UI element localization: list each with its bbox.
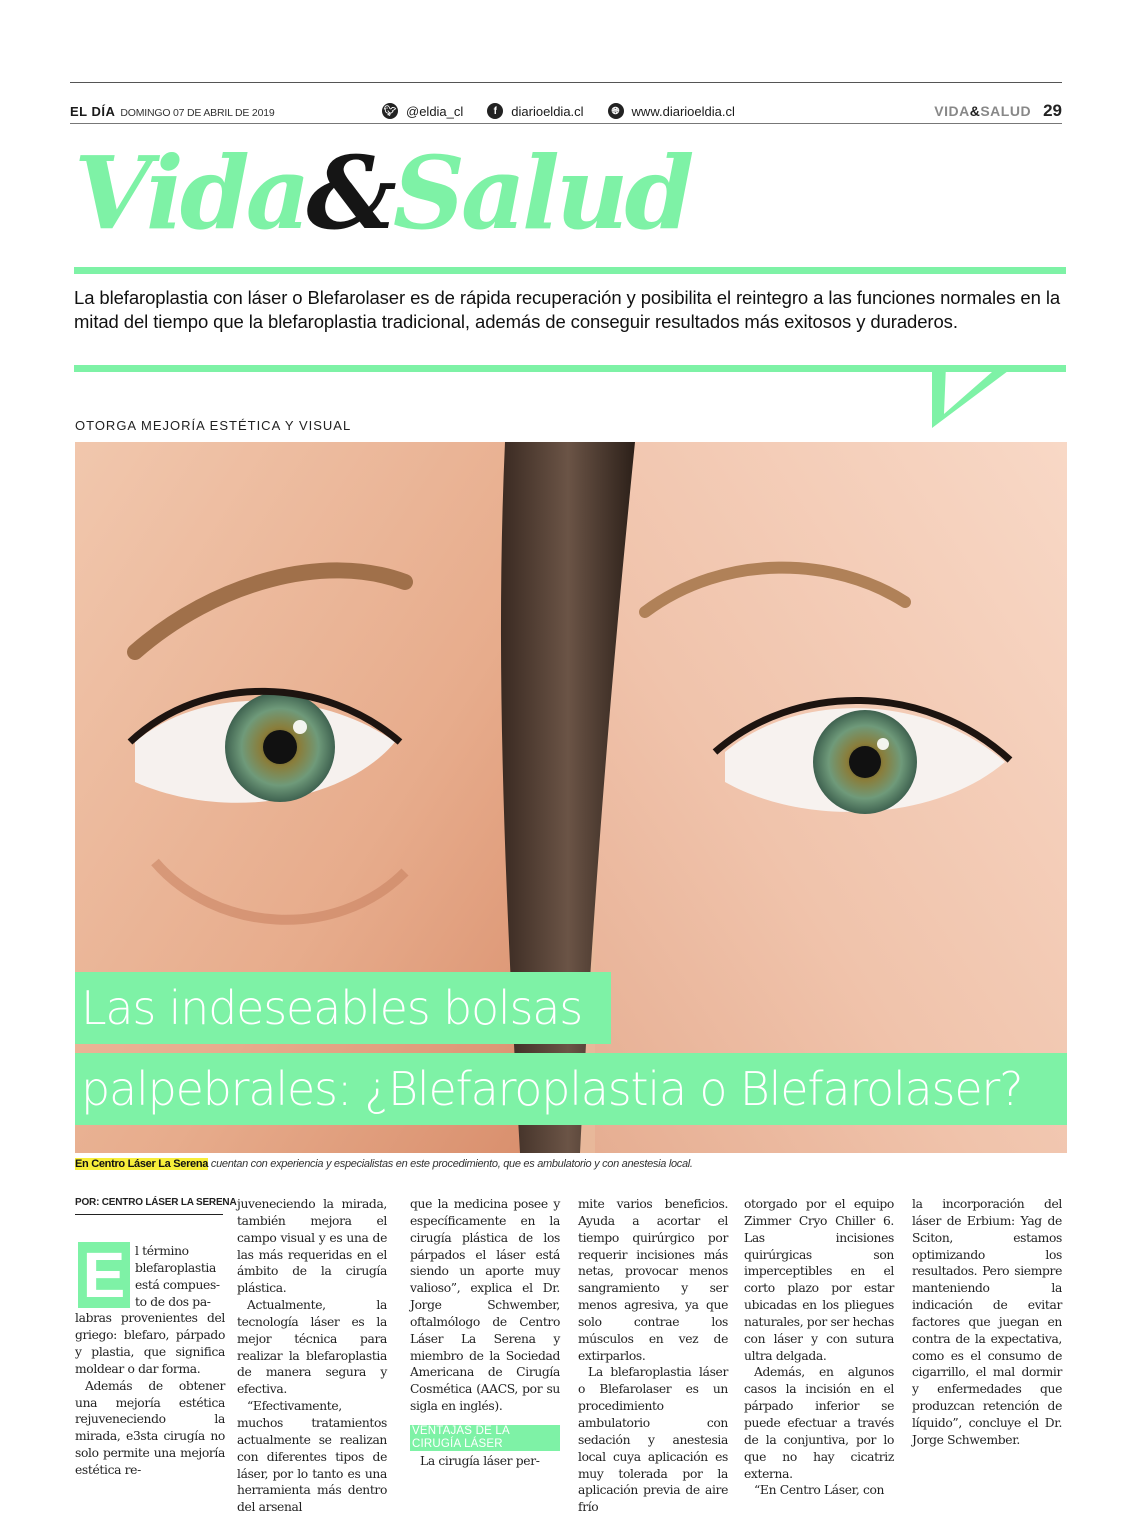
masthead-word-vida: Vida: [74, 134, 307, 252]
issue-date: DOMINGO 07 DE ABRIL DE 2019: [120, 106, 275, 119]
dropcap-line: to de dos pa-: [135, 1294, 211, 1309]
dropcap-line: l término: [135, 1244, 189, 1258]
section-masthead: [74, 128, 690, 258]
dropcap-line: está compues-: [135, 1277, 220, 1292]
section-name: [934, 103, 1031, 119]
masthead-word-salud: Salud: [392, 134, 691, 252]
top-rule: [70, 82, 1062, 83]
twitter-icon: 🐦︎: [382, 103, 398, 119]
section-name-amp: &: [969, 103, 981, 119]
byline-rule: [75, 1214, 223, 1215]
article-paragraph: otorgado por el equipo Zimmer Cryo Chiller 6. Las incisiones quirúrgicas son imperceptibles en el corto plazo por estar ubicadas en los pliegues naturales, por ser hechas con láser y con sutura ultra delgada.: [744, 1197, 894, 1363]
facebook-page: diarioeldia.cl: [511, 103, 584, 119]
article-paragraph: La cirugía láser per-: [420, 1453, 540, 1468]
website-url: www.diarioeldia.cl: [631, 103, 735, 119]
globe-icon: 🌐︎: [608, 103, 624, 119]
article-column-1: [75, 1243, 225, 1479]
dropcap-line: blefaroplastia: [135, 1260, 216, 1275]
article-paragraph: “Efectivamente, muchos tratamientos actualmente se realizan con diferentes tipos de láser, por lo tanto es una herramienta más dentro del arsenal: [237, 1399, 387, 1515]
article-column-4: [578, 1196, 728, 1516]
article-paragraph: La blefaroplastia láser o Blefarolaser es un procedimiento ambulatorio con sedación y anestesia local cuya aplicación es muy tolerada por la aplicación previa de aire frío: [578, 1365, 728, 1515]
article-photo: [75, 442, 1067, 1153]
article-paragraph: la incorporación del láser de Erbium: Yag de Sciton, estamos optimizando los resultados. Pero siempre manteniendo la indicación de evitar factores que juegan en contra de la expectativa, como es el consumo de cigarrillo, el mal dormir y enfermedades que produzcan retención de líquido”, concluye el Dr. Jorge Schwember.: [912, 1197, 1062, 1447]
article-paragraph: mite varios beneficios. Ayuda a acortar el tiempo quirúrgico por requerir incisiones más netas, provocar menos sangramiento y ser menos agresiva, ya que solo contrae los músculos en vez de extirparlos.: [578, 1197, 728, 1363]
photo-caption: [75, 1158, 693, 1170]
header-right: [934, 101, 1062, 121]
section-name-b: SALUD: [980, 103, 1032, 119]
article-column-2: [237, 1196, 387, 1516]
article-paragraph: labras provenientes del griego: blefaro, párpado y plastia, que significa moldear o dar forma.: [75, 1311, 225, 1376]
facebook-icon: f: [487, 103, 503, 119]
header-left: [70, 104, 275, 119]
lead-paragraph: La blefaroplastia con láser o Blefarolaser es de rápida recuperación y posibilita el reintegro a las funciones normales en la mitad del tiempo que la blefaroplastia tradicional, además de conseguir resultados más exitosos y duraderos.: [74, 287, 1061, 332]
page-number: 29: [1043, 101, 1062, 120]
article-paragraph: Actualmente, la tecnología láser es la mejor técnica para realizar la blefaroplastia de manera segura y efectiva.: [237, 1298, 387, 1397]
article-paragraph: Además de obtener una mejoría estética rejuveneciendo la mirada, e3sta cirugía no solo permite una mejoría estética re-: [75, 1378, 225, 1477]
article-column-5: [744, 1196, 894, 1499]
green-divider: [74, 267, 1066, 274]
article-column-6: [912, 1196, 1062, 1449]
article-subhead: VENTAJAS DE LA CIRUGÍA LÁSER: [410, 1425, 560, 1451]
article-column-3: [410, 1196, 560, 1470]
section-name-a: VIDA: [934, 103, 970, 119]
article-paragraph: juveneciendo la mirada, también mejora el campo visual y es una de las más requeridas en el ámbito de la cirugía plástica.: [237, 1197, 387, 1296]
article-paragraph: Además, en algunos casos la incisión en el párpado inferior se puede efectuar a través de la conjuntiva, por lo que no hay cicatriz externa.: [744, 1365, 894, 1481]
header-rule: [70, 123, 1062, 124]
newspaper-brand: EL DÍA: [70, 103, 116, 119]
headline-line-2: palpebrales: ¿Blefaroplastia o Blefarolaser?: [75, 1053, 1067, 1125]
kicker: OTORGA MEJORÍA ESTÉTICA Y VISUAL: [75, 418, 352, 433]
twitter-handle: @eldia_cl: [406, 103, 464, 119]
byline: POR: CENTRO LÁSER LA SERENA: [75, 1197, 237, 1208]
caption-highlight: En Centro Láser La Serena: [75, 1158, 209, 1170]
headline-line-1: Las indeseables bolsas: [75, 972, 611, 1044]
page-header: [70, 98, 1062, 124]
masthead-ampersand: &: [306, 134, 393, 252]
article-paragraph: “En Centro Láser, con: [754, 1483, 885, 1498]
drop-cap: E: [78, 1242, 130, 1308]
article-paragraph: que la medicina posee y específicamente en la cirugía plástica de los párpados el láser está siendo un aporte muy valioso”, explica el Dr. Jorge Schwember, oftalmólogo de Centro Láser La Serena y miembro de la Sociedad Americana de Cirugía Cosmética (AACS, por su sigla en inglés).: [410, 1197, 560, 1414]
social-links: [382, 103, 735, 119]
caption-text: cuentan con experiencia y especialistas en este procedimiento, que es ambulatorio y con anestesia local.: [208, 1158, 693, 1170]
